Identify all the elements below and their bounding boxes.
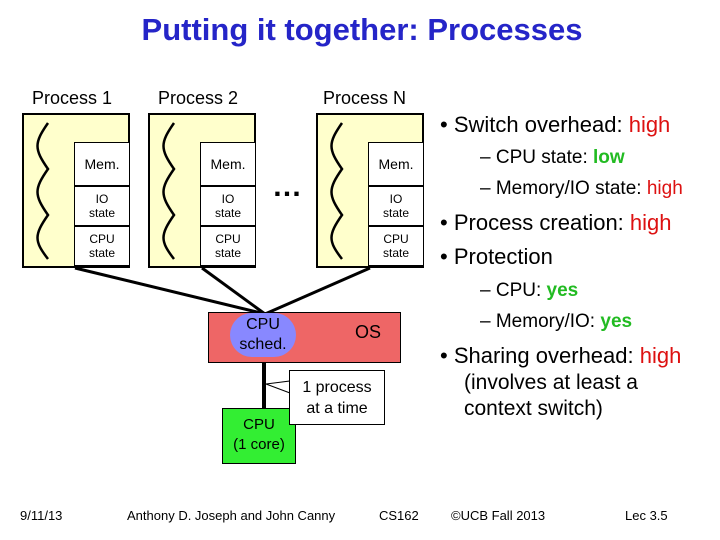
process-n-label: Process N <box>323 88 407 108</box>
slide-title: Putting it together: Processes <box>141 12 583 47</box>
sub-bullet-memory-io-state: – Memory/IO state: high <box>480 178 683 199</box>
io-state-cell: IO state <box>74 186 130 226</box>
bullet-sharing-overhead: • Sharing overhead: high <box>440 343 682 368</box>
process-2-label: Process 2 <box>158 88 239 108</box>
io-state-cell: IO state <box>200 186 256 226</box>
memory-cell: Mem. <box>368 142 424 186</box>
one-process-callout: 1 process at a time <box>289 370 385 425</box>
io-state-cell: IO state <box>368 186 424 226</box>
process-1-label: Process 1 <box>32 88 113 108</box>
bullet-protection: • Protection <box>440 244 553 269</box>
cpu-state-cell: CPU state <box>74 226 130 266</box>
footer-authors: Anthony D. Joseph and John Canny <box>127 508 336 523</box>
footer-copyright: ©UCB Fall 2013 <box>451 508 546 523</box>
ellipsis: … <box>272 170 302 203</box>
sharing-overhead-detail: (involves at least a context switch) <box>464 371 638 420</box>
bullet-process-creation: • Process creation: high <box>440 210 672 235</box>
memory-cell: Mem. <box>200 142 256 186</box>
cpu-scheduler: CPU sched. <box>230 313 296 357</box>
footer-course: CS162 <box>379 508 419 523</box>
footer-lecture: Lec 3.5 <box>625 508 668 523</box>
bullet-switch-overhead: • Switch overhead: high <box>440 112 671 137</box>
footer-date: 9/11/13 <box>20 508 63 523</box>
cpu-state-cell: CPU state <box>368 226 424 266</box>
os-label: OS <box>355 322 382 342</box>
sub-bullet-cpu-state: – CPU state: low <box>480 147 625 168</box>
sub-bullet-cpu-protection: – CPU: yes <box>480 280 579 301</box>
sub-bullet-memory-io-protection: – Memory/IO: yes <box>480 311 633 332</box>
cpu-box: CPU (1 core) <box>222 408 296 464</box>
memory-cell: Mem. <box>74 142 130 186</box>
cpu-state-cell: CPU state <box>200 226 256 266</box>
